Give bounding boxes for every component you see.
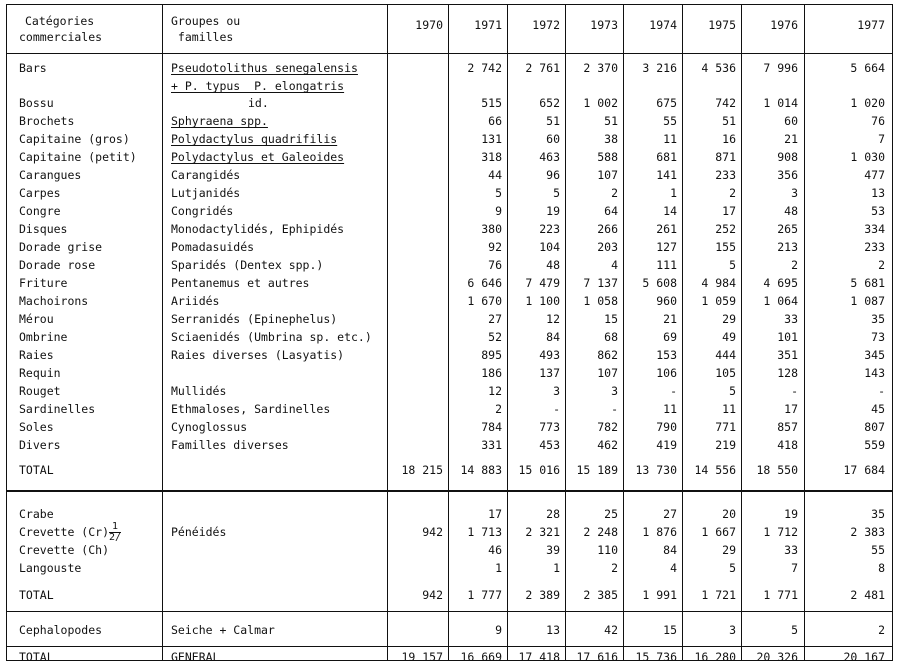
value-cell: 11	[663, 402, 677, 416]
row-group: Lutjanidés	[171, 186, 241, 200]
value-cell: 29	[722, 543, 736, 557]
header-categories: Catégories	[25, 14, 95, 28]
row-category: Disques	[19, 222, 68, 236]
value-cell: 1 058	[583, 294, 618, 308]
value-cell: 137	[539, 366, 560, 380]
header-year: 1974	[649, 18, 677, 32]
row-category: Dorade rose	[19, 258, 96, 272]
value-cell: 48	[784, 204, 798, 218]
value-cell: 675	[656, 96, 677, 110]
header-groups: Groupes ou	[171, 14, 241, 28]
value-cell: 5 664	[850, 61, 885, 75]
value-cell: 186	[481, 366, 502, 380]
value-cell: 16	[722, 132, 736, 146]
value-cell: 2 321	[525, 525, 560, 539]
value-cell: 39	[546, 543, 560, 557]
grand-total-label: TOTAL	[19, 650, 54, 664]
value-cell: 11	[722, 402, 736, 416]
value-cell: 1 100	[525, 294, 560, 308]
value-cell: 12	[546, 312, 560, 326]
value-cell: 2 742	[467, 61, 502, 75]
row-category: Machoirons	[19, 294, 89, 308]
value-cell: 15	[604, 312, 618, 326]
row-divider	[7, 490, 892, 492]
value-cell: 356	[777, 168, 798, 182]
value-cell: 418	[777, 438, 798, 452]
value-cell: 60	[784, 114, 798, 128]
value-cell: 27	[663, 507, 677, 521]
value-cell: 3 216	[642, 61, 677, 75]
value-cell: 3	[611, 384, 618, 398]
row-group: Cynoglossus	[171, 420, 248, 434]
row-category: Ombrine	[19, 330, 68, 344]
value-cell: 2 248	[583, 525, 618, 539]
row-group: Congridés	[171, 204, 234, 218]
row-group: id.	[248, 96, 269, 110]
header-year: 1975	[708, 18, 736, 32]
row-group: Raies diverses (Lasyatis)	[171, 348, 345, 362]
value-cell: 48	[546, 258, 560, 272]
value-cell: 453	[539, 438, 560, 452]
value-cell: 111	[656, 258, 677, 272]
value-cell: 784	[481, 420, 502, 434]
value-cell: 68	[604, 330, 618, 344]
value-cell: 1 712	[763, 525, 798, 539]
value-cell: 35	[871, 507, 885, 521]
value-cell: 18 550	[756, 463, 798, 477]
footnote-number: 2/	[109, 532, 122, 543]
row-group: Pénéidés	[171, 525, 227, 539]
value-cell: 331	[481, 438, 502, 452]
value-cell: 1 014	[763, 96, 798, 110]
value-cell: 1	[553, 561, 560, 575]
value-cell: 2	[495, 402, 502, 416]
value-cell: 942	[422, 525, 443, 539]
value-cell: 5	[553, 186, 560, 200]
header-year: 1971	[474, 18, 502, 32]
row-category: Brochets	[19, 114, 75, 128]
row-group: Pomadasuidés	[171, 240, 255, 254]
value-cell: 7 996	[763, 61, 798, 75]
value-cell: 84	[663, 543, 677, 557]
header-year: 1970	[415, 18, 443, 32]
value-cell: 6 646	[467, 276, 502, 290]
value-cell: 1 771	[763, 588, 798, 602]
value-cell: 51	[722, 114, 736, 128]
row-category: Congre	[19, 204, 61, 218]
value-cell: 21	[663, 312, 677, 326]
value-cell: 7	[878, 132, 885, 146]
value-cell: 5 681	[850, 276, 885, 290]
value-cell: 2	[878, 258, 885, 272]
header-groups: familles	[171, 30, 234, 44]
value-cell: 2	[729, 186, 736, 200]
value-cell: 4	[611, 258, 618, 272]
value-cell: 20	[722, 507, 736, 521]
value-cell: -	[611, 402, 618, 416]
value-cell: 49	[722, 330, 736, 344]
value-cell: 1 991	[642, 588, 677, 602]
header-year: 1976	[770, 18, 798, 32]
value-cell: 2	[611, 186, 618, 200]
value-cell: 64	[604, 204, 618, 218]
value-cell: -	[553, 402, 560, 416]
value-cell: 857	[777, 420, 798, 434]
value-cell: 895	[481, 348, 502, 362]
row-category: Rouget	[19, 384, 61, 398]
column-divider	[804, 5, 805, 660]
value-cell: 104	[539, 240, 560, 254]
value-cell: 3	[729, 623, 736, 637]
value-cell: 38	[604, 132, 618, 146]
value-cell: 13	[546, 623, 560, 637]
row-category: Crevette (Cr) $\frac{1}{2/}$	[19, 521, 122, 543]
header-year: 1972	[532, 18, 560, 32]
value-cell: 13	[871, 186, 885, 200]
row-category: Langouste	[19, 561, 82, 575]
value-cell: 19 157	[401, 650, 443, 664]
row-divider	[7, 611, 892, 612]
value-cell: 14 556	[694, 463, 736, 477]
value-cell: 213	[777, 240, 798, 254]
row-category: Carangues	[19, 168, 82, 182]
value-cell: 4 984	[701, 276, 736, 290]
value-cell: 4 536	[701, 61, 736, 75]
total-label: TOTAL	[19, 588, 54, 602]
column-divider	[387, 5, 388, 660]
row-category: Sardinelles	[19, 402, 96, 416]
value-cell: 9	[495, 204, 502, 218]
value-cell: 318	[481, 150, 502, 164]
value-cell: 1 059	[701, 294, 736, 308]
row-group: Pentanemus et autres	[171, 276, 310, 290]
value-cell: 14 883	[460, 463, 502, 477]
value-cell: 4 695	[763, 276, 798, 290]
value-cell: 233	[715, 168, 736, 182]
value-cell: 463	[539, 150, 560, 164]
value-cell: 15 189	[576, 463, 618, 477]
value-cell: -	[878, 384, 885, 398]
header-year: 1977	[857, 18, 885, 32]
catch-statistics-table	[6, 4, 893, 664]
value-cell: 790	[656, 420, 677, 434]
value-cell: 11	[663, 132, 677, 146]
value-cell: 17	[722, 204, 736, 218]
value-cell: 29	[722, 312, 736, 326]
value-cell: 203	[597, 240, 618, 254]
value-cell: 2 389	[525, 588, 560, 602]
row-category: Cephalopodes	[19, 623, 103, 637]
value-cell: 51	[546, 114, 560, 128]
value-cell: 2	[878, 623, 885, 637]
value-cell: 105	[715, 366, 736, 380]
row-group: Carangidés	[171, 168, 241, 182]
value-cell: 33	[784, 312, 798, 326]
value-cell: 12	[488, 384, 502, 398]
value-cell: 17	[784, 402, 798, 416]
value-cell: 96	[546, 168, 560, 182]
value-cell: 1	[495, 561, 502, 575]
value-cell: 5	[729, 561, 736, 575]
value-cell: 2 383	[850, 525, 885, 539]
value-cell: 15 736	[635, 650, 677, 664]
value-cell: 5	[729, 384, 736, 398]
row-group: Ethmaloses, Sardinelles	[171, 402, 331, 416]
value-cell: 942	[422, 588, 443, 602]
value-cell: 5 608	[642, 276, 677, 290]
value-cell: 2 385	[583, 588, 618, 602]
value-cell: 53	[871, 204, 885, 218]
value-cell: 1 087	[850, 294, 885, 308]
value-cell: 60	[546, 132, 560, 146]
value-cell: 515	[481, 96, 502, 110]
value-cell: 862	[597, 348, 618, 362]
value-cell: 44	[488, 168, 502, 182]
row-group: Pseudotolithus senegalensis	[171, 61, 358, 75]
value-cell: 27	[488, 312, 502, 326]
value-cell: 652	[539, 96, 560, 110]
row-divider	[7, 53, 892, 54]
value-cell: 45	[871, 402, 885, 416]
row-group: Serranidés (Epinephelus)	[171, 312, 338, 326]
value-cell: 14	[663, 204, 677, 218]
value-cell: 18 215	[401, 463, 443, 477]
row-category: Carpes	[19, 186, 61, 200]
row-category: Bossu	[19, 96, 54, 110]
value-cell: 107	[597, 366, 618, 380]
value-cell: 15 016	[518, 463, 560, 477]
row-group: Monodactylidés, Ephipidés	[171, 222, 345, 236]
value-cell: 7 137	[583, 276, 618, 290]
row-group: Ariidés	[171, 294, 220, 308]
value-cell: 5	[791, 623, 798, 637]
row-category: Crabe	[19, 507, 54, 521]
row-category: Bars	[19, 61, 47, 75]
value-cell: 69	[663, 330, 677, 344]
value-cell: 19	[546, 204, 560, 218]
value-cell: 219	[715, 438, 736, 452]
value-cell: 380	[481, 222, 502, 236]
value-cell: 13 730	[635, 463, 677, 477]
value-cell: 5	[729, 258, 736, 272]
value-cell: 110	[597, 543, 618, 557]
value-cell: 3	[553, 384, 560, 398]
value-cell: 25	[604, 507, 618, 521]
row-category: Friture	[19, 276, 68, 290]
row-group: Polydactylus et Galeoides	[171, 150, 345, 164]
value-cell: 51	[604, 114, 618, 128]
row-group: + P. typus P. elongatris	[171, 79, 345, 93]
value-cell: 21	[784, 132, 798, 146]
value-cell: 351	[777, 348, 798, 362]
value-cell: 143	[864, 366, 885, 380]
value-cell: 5	[495, 186, 502, 200]
row-category: Capitaine (gros)	[19, 132, 130, 146]
value-cell: 28	[546, 507, 560, 521]
value-cell: 101	[777, 330, 798, 344]
value-cell: 477	[864, 168, 885, 182]
value-cell: 1 064	[763, 294, 798, 308]
value-cell: 960	[656, 294, 677, 308]
row-group: Sciaenidés (Umbrina sp. etc.)	[171, 330, 372, 344]
total-label: TOTAL	[19, 463, 54, 477]
row-group: Sparidés (Dentex spp.)	[171, 258, 324, 272]
column-divider	[162, 5, 163, 660]
footnote-number: 1	[109, 522, 121, 533]
value-cell: 33	[784, 543, 798, 557]
value-cell: 2 370	[583, 61, 618, 75]
value-cell: 17	[488, 507, 502, 521]
value-cell: 773	[539, 420, 560, 434]
value-cell: 265	[777, 222, 798, 236]
value-cell: 46	[488, 543, 502, 557]
value-cell: 1 670	[467, 294, 502, 308]
row-category: Capitaine (petit)	[19, 150, 137, 164]
value-cell: 223	[539, 222, 560, 236]
value-cell: 681	[656, 150, 677, 164]
value-cell: 73	[871, 330, 885, 344]
value-cell: 19	[784, 507, 798, 521]
header-categories: commerciales	[19, 30, 103, 44]
value-cell: 141	[656, 168, 677, 182]
value-cell: -	[670, 384, 677, 398]
row-group: Familles diverses	[171, 438, 289, 452]
row-group: Polydactylus quadrifilis	[171, 132, 338, 146]
row-category: Mérou	[19, 312, 54, 326]
value-cell: 261	[656, 222, 677, 236]
value-cell: 52	[488, 330, 502, 344]
footnote-marker	[109, 522, 121, 543]
row-category: Dorade grise	[19, 240, 103, 254]
value-cell: 462	[597, 438, 618, 452]
value-cell: 15	[663, 623, 677, 637]
row-category: Divers	[19, 438, 61, 452]
row-category: Requin	[19, 366, 61, 380]
value-cell: 2 761	[525, 61, 560, 75]
value-cell: 153	[656, 348, 677, 362]
value-cell: 17 684	[843, 463, 885, 477]
value-cell: 1 667	[701, 525, 736, 539]
value-cell: 1	[670, 186, 677, 200]
value-cell: 42	[604, 623, 618, 637]
row-group: Seiche + Calmar	[171, 623, 275, 637]
value-cell: 345	[864, 348, 885, 362]
value-cell: 55	[871, 543, 885, 557]
value-cell: 807	[864, 420, 885, 434]
value-cell: 252	[715, 222, 736, 236]
value-cell: 55	[663, 114, 677, 128]
value-cell: 107	[597, 168, 618, 182]
row-category: Crevette (Ch)	[19, 543, 110, 557]
value-cell: 131	[481, 132, 502, 146]
value-cell: 20 167	[843, 650, 885, 664]
value-cell: 588	[597, 150, 618, 164]
row-divider	[7, 646, 892, 647]
value-cell: 334	[864, 222, 885, 236]
value-cell: 444	[715, 348, 736, 362]
value-cell: 106	[656, 366, 677, 380]
value-cell: 16 669	[460, 650, 502, 664]
value-cell: 908	[777, 150, 798, 164]
value-cell: 8	[878, 561, 885, 575]
value-cell: 559	[864, 438, 885, 452]
value-cell: 1 713	[467, 525, 502, 539]
value-cell: 155	[715, 240, 736, 254]
value-cell: 493	[539, 348, 560, 362]
value-cell: 127	[656, 240, 677, 254]
value-cell: 76	[871, 114, 885, 128]
value-cell: 66	[488, 114, 502, 128]
value-cell: 266	[597, 222, 618, 236]
value-cell: 871	[715, 150, 736, 164]
value-cell: 782	[597, 420, 618, 434]
value-cell: 2	[791, 258, 798, 272]
value-cell: 1 030	[850, 150, 885, 164]
value-cell: 2 481	[850, 588, 885, 602]
value-cell: -	[791, 384, 798, 398]
value-cell: 1 777	[467, 588, 502, 602]
value-cell: 16 280	[694, 650, 736, 664]
value-cell: 233	[864, 240, 885, 254]
value-cell: 35	[871, 312, 885, 326]
value-cell: 84	[546, 330, 560, 344]
value-cell: 7 479	[525, 276, 560, 290]
row-category: Raies	[19, 348, 54, 362]
value-cell: 92	[488, 240, 502, 254]
value-cell: 1 020	[850, 96, 885, 110]
value-cell: 7	[791, 561, 798, 575]
row-category: Soles	[19, 420, 54, 434]
value-cell: 742	[715, 96, 736, 110]
value-cell: 17 418	[518, 650, 560, 664]
value-cell: 76	[488, 258, 502, 272]
value-cell: 128	[777, 366, 798, 380]
value-cell: 17 616	[576, 650, 618, 664]
row-group: Mullidés	[171, 384, 227, 398]
value-cell: 9	[495, 623, 502, 637]
value-cell: 2	[611, 561, 618, 575]
value-cell: 771	[715, 420, 736, 434]
value-cell: 20 326	[756, 650, 798, 664]
row-group: Sphyraena spp.	[171, 114, 268, 128]
value-cell: 3	[791, 186, 798, 200]
value-cell: 419	[656, 438, 677, 452]
header-year: 1973	[590, 18, 618, 32]
grand-total-group: GENERAL	[171, 650, 220, 664]
value-cell: 1 002	[583, 96, 618, 110]
value-cell: 1 876	[642, 525, 677, 539]
value-cell: 4	[670, 561, 677, 575]
value-cell: 1 721	[701, 588, 736, 602]
